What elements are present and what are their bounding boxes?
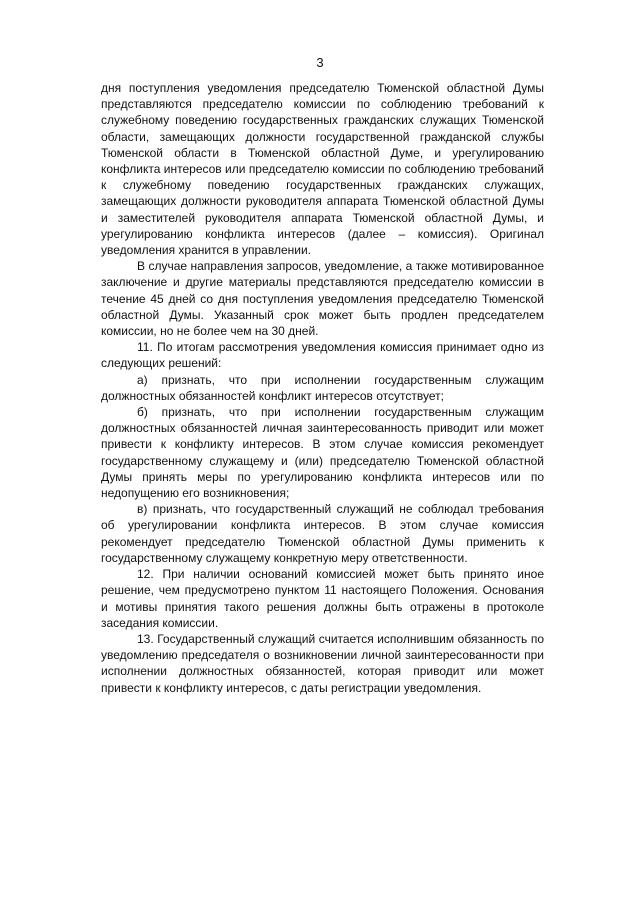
paragraph-clause-11-c: в) признать, что государственный служащий не соблюдал требования об урегулировании конфликта интересов. В этом случае комиссия рекомендует председателю Тюменской областной Думы применить к государственному служащему конкретную меру ответственности.: [101, 502, 544, 565]
paragraph-clause-11-b: б) признать, что при исполнении государственным служащим должностных обязанностей личная заинтересованность приводит или может привести к конфликту интересов. В этом случае комиссия рекомендует государственному служащему и (или) председателю Тюменской областной Думы принять меры по урегулированию конфликта интересов или по недопущению его возникновения;: [101, 405, 544, 501]
paragraph-clause-12: 12. При наличии оснований комиссией может быть принято иное решение, чем предусмотрено пунктом 11 настоящего Положения. Основания и мотивы принятия такого решения должны быть отражены в протоколе заседания комиссии.: [101, 567, 544, 630]
document-body: [101, 80, 544, 696]
page-number: 3: [316, 55, 324, 70]
paragraph-clause-13: 13. Государственный служащий считается исполнившим обязанность по уведомлению председателя о возникновении личной заинтересованности при исполнении должностных обязанностей, которая приводит или может привести к конфликту интересов, с даты регистрации уведомления.: [101, 631, 544, 695]
paragraph-continuation: дня поступления уведомления председателю Тюменской областной Думы представляются председателю комиссии по соблюдению требований к служебному поведению государственных гражданских служащих Тюменской области, замещающих должности государственной гражданской службы Тюменской области в Тюменской областной Думе, и урегулированию конфликта интересов или председателю комиссии по соблюдению требований к служебному поведению государственных гражданских служащих, замещающих должности руководителя аппарата Тюменской областной Думы и заместителей руководителя аппарата Тюменской областной Думы, и урегулированию конфликта интересов (далее – комиссия). Оригинал уведомления хранится в управлении.: [101, 81, 544, 258]
paragraph-requests-deadline: В случае направления запросов, уведомление, а также мотивированное заключение и другие материалы представляются председателю комиссии в течение 45 дней со дня поступления уведомления председателю Тюменской областной Думы. Указанный срок может быть продлен председателем комиссии, но не более чем на 30 дней.: [101, 259, 544, 339]
paragraph-clause-11: 11. По итогам рассмотрения уведомления комиссия принимает одно из следующих решений:: [101, 340, 544, 371]
paragraph-clause-11-a: а) признать, что при исполнении государственным служащим должностных обязанностей конфликт интересов отсутствует;: [101, 372, 544, 403]
